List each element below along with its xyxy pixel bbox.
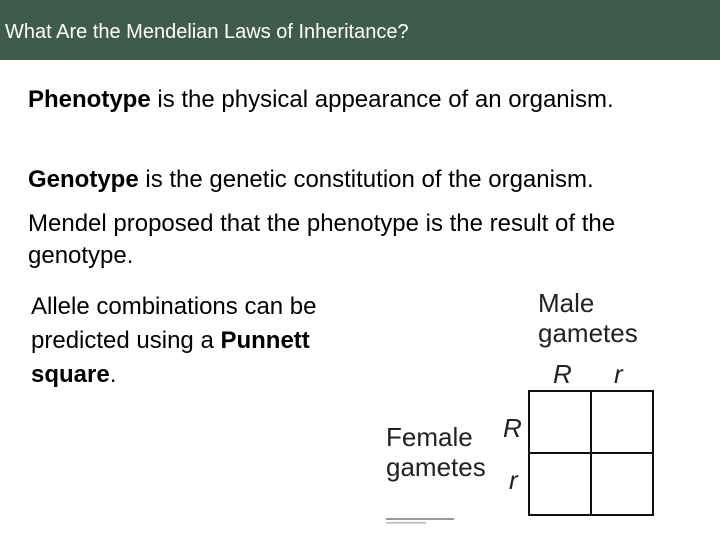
male-label-line2: gametes (538, 318, 638, 348)
male-allele-dominant: R (553, 359, 572, 389)
slide-title: What Are the Mendelian Laws of Inheritance? (5, 21, 409, 43)
punnett-cell (592, 454, 652, 514)
punnett-term: Punnett square (31, 327, 310, 388)
mendel-proposal: Mendel proposed that the phenotype is the result of the genotype. (28, 210, 616, 269)
genotype-text: is the genetic constitution of the organism. (138, 166, 594, 193)
image-credit-smudge (386, 517, 456, 527)
title-bar (0, 0, 720, 60)
female-gametes-label (386, 422, 516, 482)
punnett-square (528, 390, 654, 516)
illegible-credit-text (386, 517, 456, 525)
male-label-line1: Male (538, 288, 595, 318)
grid-divider-horizontal (530, 452, 652, 454)
female-allele-dominant: R (503, 413, 522, 443)
punnett-cell (592, 392, 652, 452)
punnett-cell (530, 392, 590, 452)
punnett-intro-end: . (109, 361, 117, 388)
punnett-cell (530, 454, 590, 514)
phenotype-term: Phenotype (28, 86, 151, 113)
female-allele-recessive: r (509, 465, 518, 495)
punnett-intro-text: Allele combinations can be predicted using a (31, 293, 317, 354)
genotype-term: Genotype (28, 166, 139, 193)
male-allele-recessive: r (614, 359, 623, 389)
phenotype-text: is the physical appearance of an organism. (150, 86, 614, 113)
female-label-line1: Female (386, 422, 473, 452)
male-gametes-label (538, 288, 668, 348)
phenotype-definition (28, 84, 708, 116)
female-label-line2: gametes (386, 452, 486, 482)
punnett-intro (31, 290, 371, 392)
genotype-definition (28, 164, 708, 196)
